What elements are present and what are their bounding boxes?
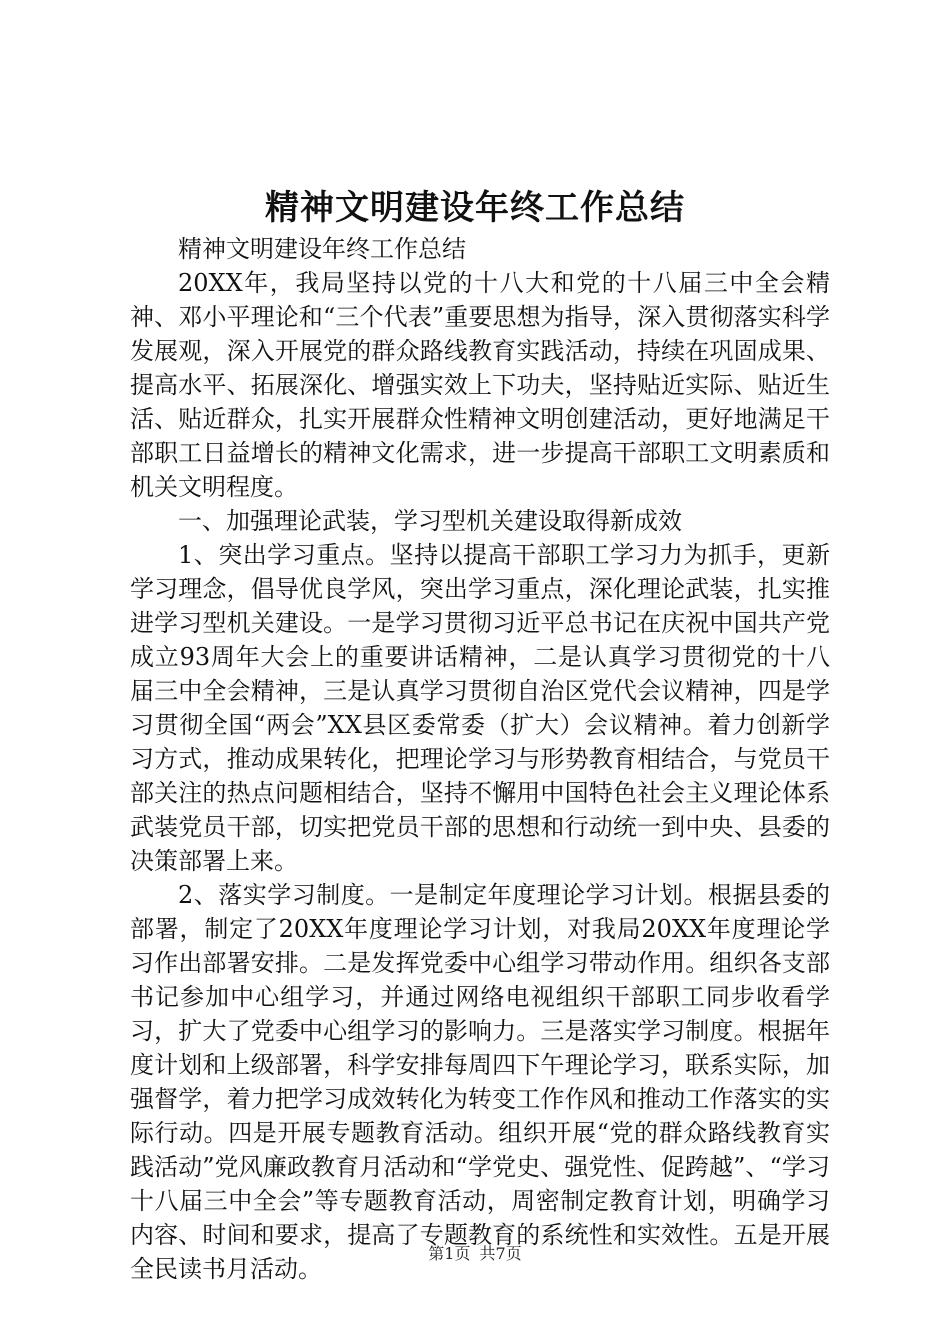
page-footer <box>0 1243 950 1265</box>
document-body <box>130 232 830 1286</box>
paragraph-study-focus: 1、突出学习重点。坚持以提高干部职工学习力为抓手，更新学习理念，倡导优良学风，突出学习重点，深化理论武装，扎实推进学习型机关建设。一是学习贯彻习近平总书记在庆祝中国共产党成立93周年大会上的重要讲话精神，二是认真学习贯彻党的十八届三中全会精神，三是认真学习贯彻自治区党代会议精神，四是学习贯彻全国“两会”XX县区委常委（扩大）会议精神。着力创新学习方式，推动成果转化，把理论学习与形势教育相结合，与党员干部关注的热点问题相结合，坚持不懈用中国特色社会主义理论体系武装党员干部，切实把党员干部的思想和行动统一到中央、县委的决策部署上来。 <box>130 541 830 875</box>
section-heading: 一、加强理论武装，学习型机关建设取得新成效 <box>178 507 682 535</box>
page-total: 共7页 <box>479 1244 522 1263</box>
paragraph-study-system: 2、落实学习制度。一是制定年度理论学习计划。根据县委的部署，制定了20XX年度理论学习计划，对我局20XX年度理论学习作出部署安排。二是发挥党委中心组学习带动作用。组织各支部书记参加中心组学习，并通过网络电视组织干部职工同步收看学习，扩大了党委中心组学习的影响力。三是落实学习制度。根据年度计划和上级部署，科学安排每周四下午理论学习，联系实际，加强督学，着力把学习成效转化为转变工作作风和推动工作落实的实际行动。四是开展专题教育活动。组织开展“党的群众路线教育实践活动”党风廉政教育月活动和“学党史、强党性、促跨越”、“学习十八届三中全会”等专题教育活动，周密制定教育计划，明确学习内容、时间和要求，提高了专题教育的系统性和实效性。五是开展全民读书月活动。 <box>130 881 830 1283</box>
paragraph-intro: 20XX年，我局坚持以党的十八大和党的十八届三中全会精神、邓小平理论和“三个代表”重要思想为指导，深入贯彻落实科学发展观，深入开展党的群众路线教育实践活动，持续在巩固成果、提高水平、拓展深化、增强实效上下功夫，坚持贴近实际、贴近生活、贴近群众，扎实开展群众性精神文明创建活动，更好地满足干部职工日益增长的精神文化需求，进一步提高干部职工文明素质和机关文明程度。 <box>130 269 830 501</box>
document-title: 精神文明建设年终工作总结 <box>265 188 685 228</box>
page-number: 第1页 <box>428 1244 471 1263</box>
paragraph-subtitle: 精神文明建设年终工作总结 <box>178 235 466 263</box>
